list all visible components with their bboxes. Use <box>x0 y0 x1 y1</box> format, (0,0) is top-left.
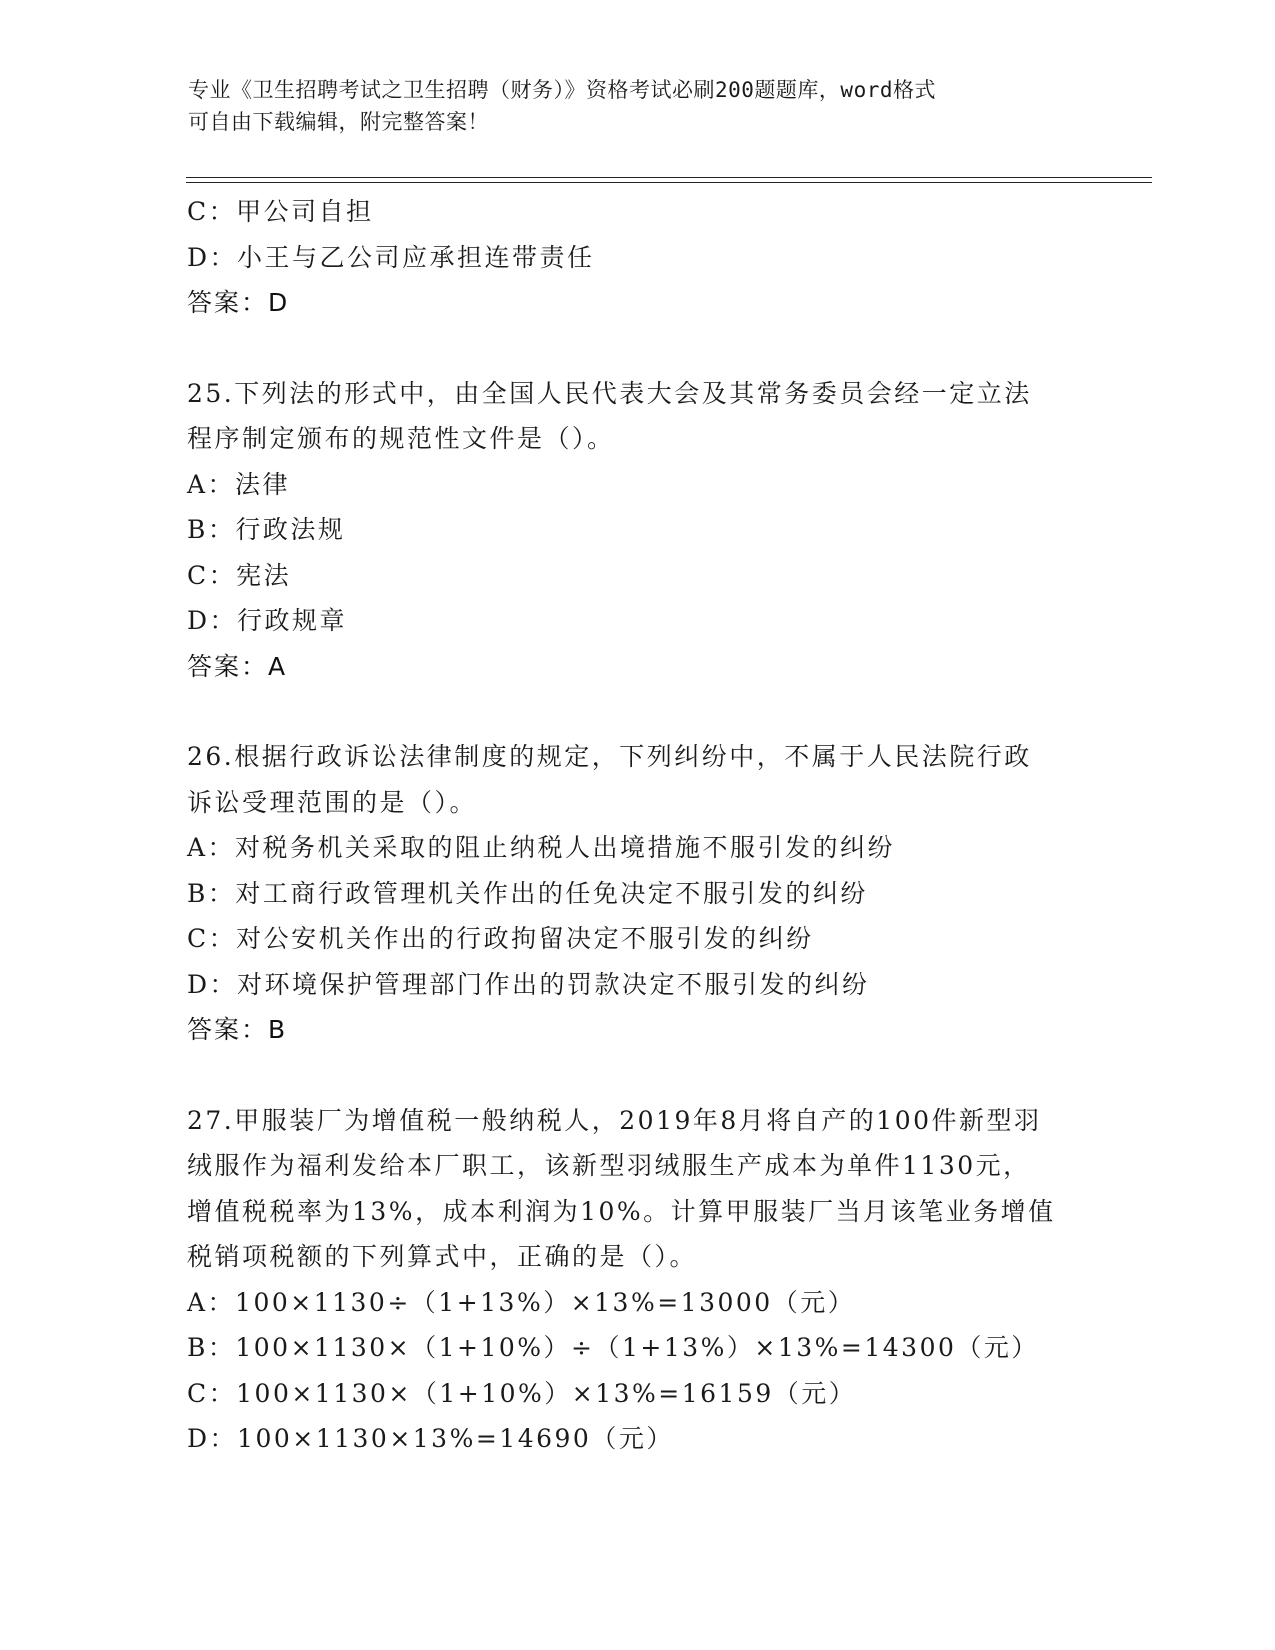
option-c: C：100×1130×（1+10%）×13%=16159（元） <box>187 1378 857 1408</box>
header-line-2: 可自由下载编辑，附完整答案！ <box>188 110 489 134</box>
option-d: D：100×1130×13%=14690（元） <box>187 1424 674 1453</box>
option-b: B：行政法规 <box>187 515 346 544</box>
option-a: A：100×1130÷（1+13%）×13%=13000（元） <box>187 1287 856 1317</box>
option-a: A：法律 <box>187 469 291 499</box>
header-divider-top <box>186 177 1152 178</box>
answer-line: 答案：A <box>187 651 288 681</box>
page-header <box>188 74 1068 138</box>
question-stem-line: 程序制定颁布的规范性文件是（）。 <box>187 424 615 453</box>
answer-line: 答案：B <box>187 1015 288 1044</box>
option-d: D：行政规章 <box>187 606 348 635</box>
option-b: B：100×1130×（1+10%）÷（1+13%）×13%=14300（元） <box>187 1333 1039 1362</box>
answer-line: 答案：D <box>187 288 290 317</box>
question-stem-line: 诉讼受理范围的是（）。 <box>187 787 478 817</box>
question-27 <box>187 1098 1087 1462</box>
question-stem-line: 绒服作为福利发给本厂职工，该新型羽绒服生产成本为单件1130元， <box>187 1151 1031 1180</box>
previous-question-tail <box>187 189 1087 326</box>
document-body <box>187 189 1087 1462</box>
question-stem-line: 27.甲服装厂为增值税一般纳税人，2019年8月将自产的100件新型羽 <box>187 1105 1042 1135</box>
header-line-1: 专业《卫生招聘考试之卫生招聘（财务）》资格考试必刷200题题库，word格式 <box>188 78 936 102</box>
question-26 <box>187 734 1087 1053</box>
question-stem-line: 26.根据行政诉讼法律制度的规定，下列纠纷中，不属于人民法院行政 <box>187 742 1032 771</box>
question-stem-line: 增值税税率为13%，成本利润为10%。计算甲服装厂当月该笔业务增值 <box>187 1196 1056 1226</box>
option-c: C：甲公司自担 <box>187 197 374 226</box>
question-25 <box>187 371 1087 690</box>
option-b: B：对工商行政管理机关作出的任免决定不服引发的纠纷 <box>187 878 868 908</box>
option-d: D：小王与乙公司应承担连带责任 <box>187 242 595 272</box>
question-stem-line: 税销项税额的下列算式中，正确的是（）。 <box>187 1242 698 1271</box>
option-a: A：对税务机关采取的阻止纳税人出境措施不服引发的纠纷 <box>187 833 896 862</box>
header-divider-bottom <box>186 182 1152 183</box>
option-d: D：对环境保护管理部门作出的罚款决定不服引发的纠纷 <box>187 969 870 999</box>
option-c: C：对公安机关作出的行政拘留决定不服引发的纠纷 <box>187 924 814 953</box>
option-c: C：宪法 <box>187 560 292 590</box>
question-stem-line: 25.下列法的形式中，由全国人民代表大会及其常务委员会经一定立法 <box>187 378 1032 408</box>
